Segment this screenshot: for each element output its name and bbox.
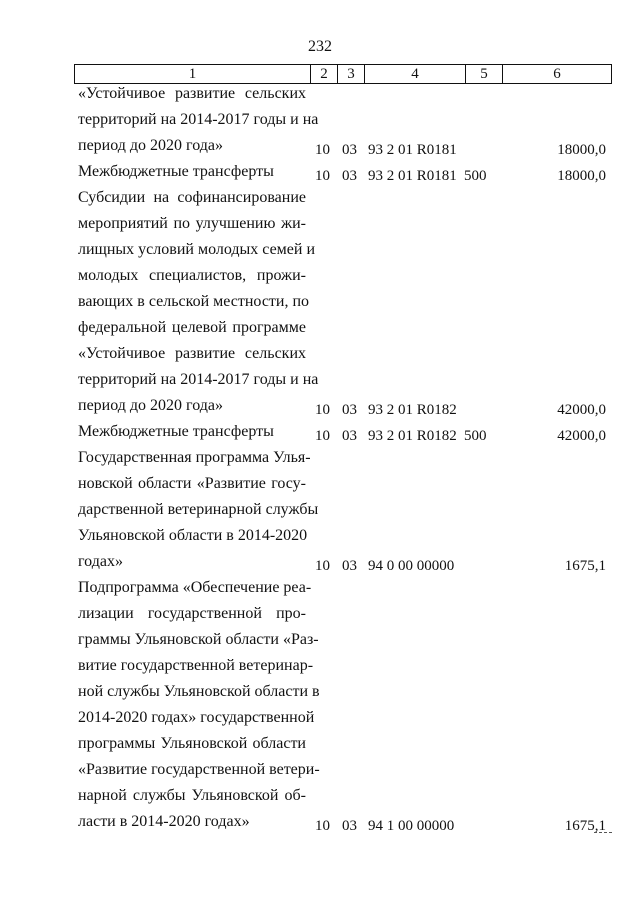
cell-c6: 42000,0 bbox=[557, 428, 606, 444]
cell-c2: 10 bbox=[315, 428, 330, 444]
row-name-line: дарственной ветеринарной службы bbox=[78, 501, 319, 518]
cell-c2: 10 bbox=[315, 168, 330, 184]
cell-c3: 03 bbox=[342, 168, 357, 184]
row-name-line: период до 2020 года» bbox=[78, 397, 223, 414]
cell-c6: 1675,1 bbox=[564, 558, 606, 574]
row-name bbox=[78, 423, 306, 449]
cell-c3: 03 bbox=[342, 142, 357, 158]
table-body bbox=[0, 85, 640, 839]
row-name bbox=[78, 449, 319, 579]
row-name-line: Межбюджетные трансферты bbox=[78, 423, 274, 440]
row-name-line: Межбюджетные трансферты bbox=[78, 163, 274, 180]
row-name-line: ной службы Ульяновской области в bbox=[78, 683, 320, 700]
table-row bbox=[0, 163, 640, 189]
row-name bbox=[78, 85, 319, 163]
table-row bbox=[0, 449, 640, 579]
header-col-2: 2 bbox=[311, 65, 338, 83]
cell-c2: 10 bbox=[315, 402, 330, 418]
row-name bbox=[78, 163, 306, 189]
cell-c4: 94 0 00 00000 bbox=[368, 558, 455, 574]
row-name-line: территорий на 2014-2017 годы и на bbox=[78, 111, 319, 128]
row-name-line: период до 2020 года» bbox=[78, 137, 223, 154]
row-name-line: территорий на 2014-2017 годы и на bbox=[78, 371, 319, 388]
row-name-line: годах» bbox=[78, 553, 123, 570]
row-name bbox=[78, 189, 319, 423]
row-name-line: Государственная программа Улья- bbox=[78, 449, 311, 466]
cell-c3: 03 bbox=[342, 428, 357, 444]
row-name-line: Ульяновской области в 2014-2020 bbox=[78, 527, 308, 544]
table-row bbox=[0, 423, 640, 449]
row-name-line: витие государственной ветеринар- bbox=[78, 657, 314, 674]
cell-c6: 1675,1 bbox=[564, 818, 606, 834]
cell-c3: 03 bbox=[342, 818, 357, 834]
scan-mark bbox=[594, 832, 612, 835]
row-name-line: федеральной целевой программе bbox=[78, 319, 306, 336]
row-name-line: «Устойчивое развитие сельских bbox=[78, 85, 306, 102]
row-name-line: «Развитие государственной ветери- bbox=[78, 761, 320, 778]
cell-c6: 42000,0 bbox=[557, 402, 606, 418]
cell-c2: 10 bbox=[315, 558, 330, 574]
cell-c5: 500 bbox=[464, 428, 487, 444]
cell-c2: 10 bbox=[315, 142, 330, 158]
table-row bbox=[0, 189, 640, 423]
row-name-line: новской области «Развитие госу- bbox=[78, 475, 306, 492]
header-col-1: 1 bbox=[75, 65, 311, 83]
cell-c6: 18000,0 bbox=[557, 168, 606, 184]
row-name-line: программы Ульяновской области bbox=[78, 735, 306, 752]
cell-c4: 93 2 01 R0181 bbox=[368, 142, 457, 158]
row-name-line: лищных условий молодых семей и bbox=[78, 241, 316, 258]
row-name-line: 2014-2020 годах» государственной bbox=[78, 709, 315, 726]
row-name-line: мероприятий по улучшению жи- bbox=[78, 215, 306, 232]
cell-c4: 94 1 00 00000 bbox=[368, 818, 455, 834]
header-col-6: 6 bbox=[553, 66, 561, 82]
cell-c4: 93 2 01 R0182 bbox=[368, 402, 457, 418]
row-name-line: нарной службы Ульяновской об- bbox=[78, 787, 306, 804]
cell-c6: 18000,0 bbox=[557, 142, 606, 158]
table-row bbox=[0, 579, 640, 839]
row-name-line: Подпрограмма «Обеспечение реа- bbox=[78, 579, 312, 596]
page-number: 232 bbox=[308, 38, 332, 55]
row-name-line: лизации государственной про- bbox=[78, 605, 306, 622]
row-name-line: ласти в 2014-2020 годах» bbox=[78, 813, 250, 830]
header-col-4: 4 bbox=[365, 65, 466, 83]
cell-c3: 03 bbox=[342, 402, 357, 418]
table-row bbox=[0, 85, 640, 163]
row-name-line: вающих в сельской местности, по bbox=[78, 293, 310, 310]
cell-c4: 93 2 01 R0182 bbox=[368, 428, 457, 444]
cell-c2: 10 bbox=[315, 818, 330, 834]
row-name-line: Субсидии на софинансирование bbox=[78, 189, 306, 206]
row-name bbox=[78, 579, 320, 839]
table-header bbox=[74, 64, 612, 84]
row-name-line: граммы Ульяновской области «Раз- bbox=[78, 631, 319, 648]
cell-c3: 03 bbox=[342, 558, 357, 574]
row-name-line: молодых специалистов, прожи- bbox=[78, 267, 306, 284]
header-col-3: 3 bbox=[338, 65, 365, 83]
cell-c5: 500 bbox=[464, 168, 487, 184]
cell-c4: 93 2 01 R0181 bbox=[368, 168, 457, 184]
header-col-5: 5 bbox=[466, 65, 503, 83]
row-name-line: «Устойчивое развитие сельских bbox=[78, 345, 306, 362]
